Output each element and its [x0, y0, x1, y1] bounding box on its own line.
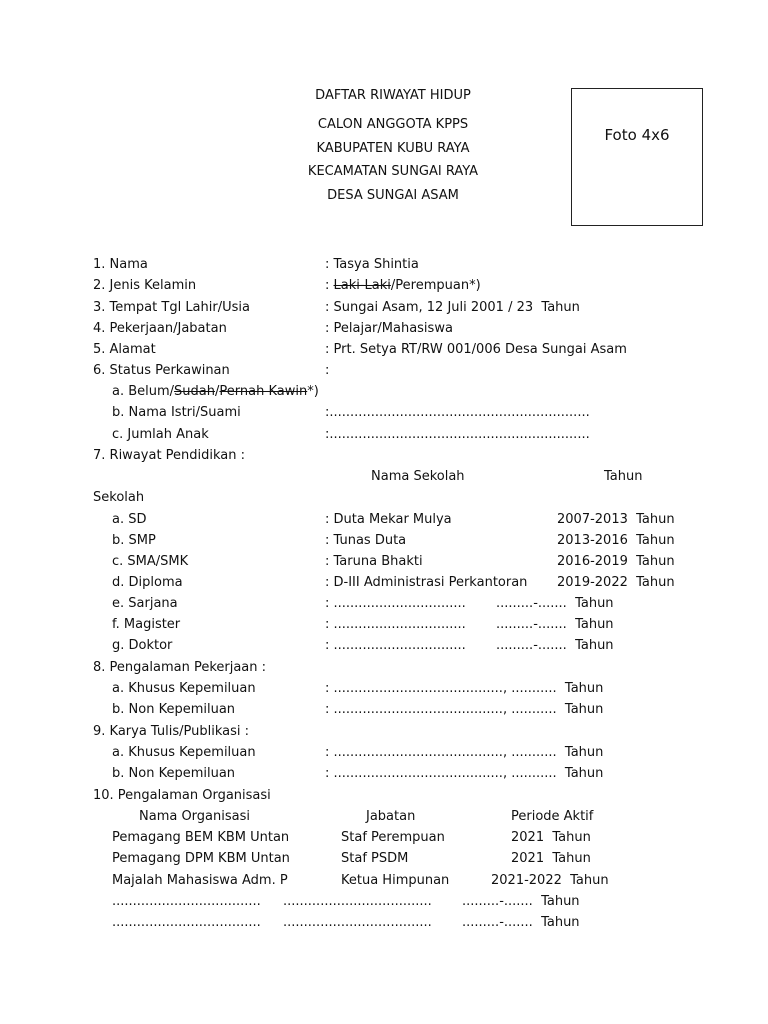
education-level: e. Sarjana: [112, 596, 178, 611]
education-level: a. SD: [112, 512, 147, 527]
organization-role: Ketua Himpunan: [341, 873, 450, 888]
marital-option-pernah-kawin: Pernah Kawin: [219, 384, 308, 399]
organization-period: .........-....... Tahun: [462, 894, 580, 909]
education-school: : Duta Mekar Mulya: [325, 512, 452, 527]
organization-heading: 10. Pengalaman Organisasi: [93, 788, 271, 803]
marital-option-belum: a. Belum/: [112, 384, 175, 399]
organization-period-column-header: Periode Aktif: [511, 809, 594, 824]
header-line-kpps: CALON ANGGOTA KPPS: [317, 117, 469, 132]
document-title: DAFTAR RIWAYAT HIDUP: [315, 88, 471, 103]
marital-option-note: *): [307, 384, 319, 399]
education-level: g. Doktor: [112, 638, 173, 653]
organization-period: .........-....... Tahun: [462, 915, 580, 930]
marital-option-separator: /: [215, 384, 220, 399]
birth-label: 3. Tempat Tgl Lahir/Usia: [93, 300, 250, 315]
education-school: : D-III Administrasi Perkantoran: [325, 575, 528, 590]
writing-heading: 9. Karya Tulis/Publikasi :: [93, 724, 250, 739]
writing-election-label: a. Khusus Kepemiluan: [112, 745, 256, 760]
photo-label: Foto 4x6: [604, 126, 670, 144]
organization-name: ....................................: [112, 915, 261, 930]
education-years: .........-....... Tahun: [496, 638, 614, 653]
children-count-label: c. Jumlah Anak: [112, 427, 209, 442]
writing-non-election-label: b. Non Kepemiluan: [112, 766, 236, 781]
education-years: 2019-2022 Tahun: [557, 575, 675, 590]
education-heading: 7. Riwayat Pendidikan :: [93, 448, 246, 463]
education-years: 2016-2019 Tahun: [557, 554, 675, 569]
organization-role-column-header: Jabatan: [366, 809, 416, 824]
education-school: : Taruna Bhakti: [325, 554, 423, 569]
address-value: : Prt. Setya RT/RW 001/006 Desa Sungai Asam: [325, 342, 627, 357]
work-non-election-label: b. Non Kepemiluan: [112, 702, 236, 717]
marital-status-options: [112, 385, 319, 398]
writing-non-election-value: : ........................................., ........... Tahun: [325, 766, 604, 781]
gender-label: 2. Jenis Kelamin: [93, 278, 197, 293]
education-level: b. SMP: [112, 533, 156, 548]
photo-placeholder: [571, 88, 703, 226]
work-non-election-value: : ........................................., ........... Tahun: [325, 702, 604, 717]
education-school-column-header: Nama Sekolah: [371, 469, 465, 484]
header-line-kabupaten: KABUPATEN KUBU RAYA: [316, 141, 470, 156]
gender-value: [325, 279, 481, 292]
work-election-label: a. Khusus Kepemiluan: [112, 681, 256, 696]
spouse-name-value: :...............................................................: [325, 405, 590, 420]
education-years: 2013-2016 Tahun: [557, 533, 675, 548]
gender-struck-option: Laki-Laki: [333, 278, 391, 293]
gender-selected-option: /Perempuan*): [390, 278, 481, 293]
name-label: 1. Nama: [93, 257, 148, 272]
gender-colon: :: [325, 278, 334, 293]
name-value: : Tasya Shintia: [325, 257, 419, 272]
occupation-label: 4. Pekerjaan/Jabatan: [93, 321, 227, 336]
education-school: : Tunas Duta: [325, 533, 407, 548]
education-school: : ................................: [325, 638, 466, 653]
education-school: : ................................: [325, 596, 466, 611]
address-label: 5. Alamat: [93, 342, 156, 357]
marital-option-sudah: Sudah: [174, 384, 215, 399]
organization-name: Majalah Mahasiswa Adm. P: [112, 873, 288, 888]
organization-name: Pemagang DPM KBM Untan: [112, 851, 290, 866]
spouse-name-label: b. Nama Istri/Suami: [112, 405, 241, 420]
organization-name: Pemagang BEM KBM Untan: [112, 830, 290, 845]
organization-period: 2021 Tahun: [511, 851, 591, 866]
education-year-column-header: Tahun: [604, 469, 643, 484]
header-line-kecamatan: KECAMATAN SUNGAI RAYA: [307, 164, 479, 179]
header-line-desa: DESA SUNGAI ASAM: [327, 188, 459, 203]
education-school: : ................................: [325, 617, 466, 632]
education-years: 2007-2013 Tahun: [557, 512, 675, 527]
education-years: .........-....... Tahun: [496, 617, 614, 632]
organization-period: 2021 Tahun: [511, 830, 591, 845]
organization-period: 2021-2022 Tahun: [491, 873, 609, 888]
organization-role: Staf Perempuan: [341, 830, 445, 845]
birth-value: : Sungai Asam, 12 Juli 2001 / 23 Tahun: [325, 300, 580, 315]
organization-role: Staf PSDM: [341, 851, 409, 866]
organization-role: ....................................: [283, 894, 432, 909]
occupation-value: : Pelajar/Mahasiswa: [325, 321, 453, 336]
work-election-value: : ........................................., ........... Tahun: [325, 681, 604, 696]
education-level: d. Diploma: [112, 575, 183, 590]
children-count-value: :...............................................................: [325, 427, 590, 442]
work-experience-heading: 8. Pengalaman Pekerjaan :: [93, 660, 267, 675]
marital-status-label: 6. Status Perkawinan: [93, 363, 230, 378]
marital-status-colon: :: [325, 363, 330, 378]
education-level: c. SMA/SMK: [112, 554, 189, 569]
education-years: .........-....... Tahun: [496, 596, 614, 611]
organization-name: ....................................: [112, 894, 261, 909]
organization-role: ....................................: [283, 915, 432, 930]
education-school-wrap-text: Sekolah: [93, 490, 145, 505]
education-level: f. Magister: [112, 617, 181, 632]
writing-election-value: : ........................................., ........... Tahun: [325, 745, 604, 760]
organization-name-column-header: Nama Organisasi: [139, 809, 250, 824]
